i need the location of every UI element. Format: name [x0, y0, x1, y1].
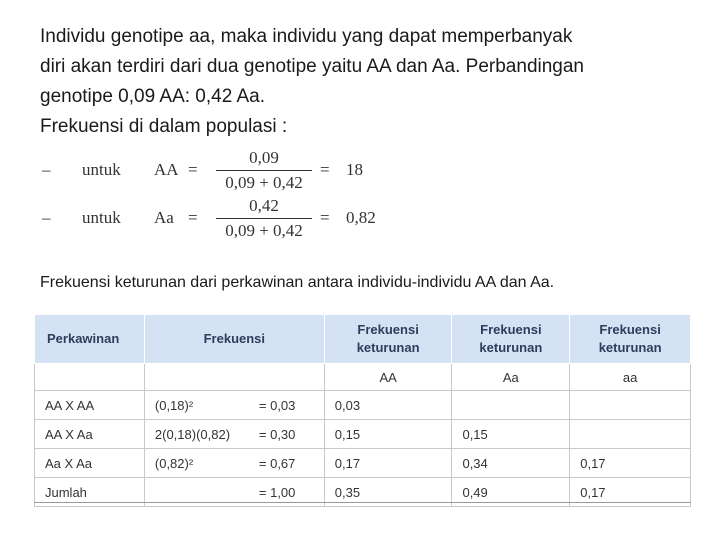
formula-dash: –: [42, 208, 51, 227]
formula-equals: =: [188, 208, 198, 227]
formula-fraction: [216, 196, 312, 241]
subheader-AA: AA: [324, 364, 452, 391]
header-line: keturunan: [356, 340, 420, 355]
header-keturunan-aa: [570, 315, 691, 364]
formula-AA: [42, 144, 363, 196]
frequency-expression: (0,18)²: [154, 397, 194, 413]
header-line: keturunan: [598, 340, 662, 355]
cross-cell: AA X AA: [35, 391, 145, 420]
subheader-cell: [35, 364, 145, 391]
header-keturunan-Aa: [452, 315, 570, 364]
frequency-expression: 2(0,18)(0,82): [154, 426, 231, 442]
formula-equals: =: [320, 208, 330, 227]
offspring-aa: 0,17: [570, 478, 691, 507]
formula-Aa: [42, 192, 376, 244]
offspring-AA: 0,35: [324, 478, 452, 507]
formula-variable: Aa: [154, 208, 174, 227]
intro-paragraph: [40, 22, 690, 142]
header-line: Frekuensi: [599, 322, 661, 337]
frequency-value: = 1,00: [258, 484, 296, 500]
offspring-Aa: 0,15: [452, 420, 570, 449]
cross-cell: AA X Aa: [35, 420, 145, 449]
offspring-AA: 0,03: [324, 391, 452, 420]
frequency-value: = 0,67: [258, 455, 296, 471]
formula-result: 18: [346, 160, 363, 179]
frequency-value: = 0,30: [258, 426, 296, 442]
frequency-expression: (0,82)²: [154, 455, 194, 471]
formula-result: 0,82: [346, 208, 376, 227]
offspring-aa: [570, 420, 691, 449]
table-header-row: [35, 315, 691, 364]
offspring-aa: 0,17: [570, 449, 691, 478]
formula-equals: =: [188, 160, 198, 179]
subheader-cell: [144, 364, 324, 391]
offspring-Aa: 0,34: [452, 449, 570, 478]
formula-fraction: [216, 148, 312, 193]
formula-label: untuk: [82, 160, 121, 179]
subheader-Aa: Aa: [452, 364, 570, 391]
frequency-cell: [144, 420, 324, 449]
offspring-Aa: [452, 391, 570, 420]
table-row: [35, 420, 691, 449]
formula-equals: =: [320, 160, 330, 179]
fraction-denominator: 0,09 + 0,42: [225, 172, 303, 192]
formula-label: untuk: [82, 208, 121, 227]
table-subheader-row: [35, 364, 691, 391]
paragraph-line: diri akan terdiri dari dua genotipe yaitu AA dan Aa. Perbandingan: [40, 56, 584, 77]
frequency-cell: [144, 449, 324, 478]
header-line: Frekuensi: [357, 322, 419, 337]
offspring-AA: 0,17: [324, 449, 452, 478]
table-row: [35, 449, 691, 478]
paragraph-line: genotipe 0,09 AA: 0,42 Aa.: [40, 86, 266, 107]
table-bottom-rule: [34, 502, 691, 503]
offspring-aa: [570, 391, 691, 420]
offspring-AA: 0,15: [324, 420, 452, 449]
paragraph-line: Individu genotipe aa, maka individu yang dapat memperbanyak: [40, 26, 573, 47]
fraction-numerator: 0,09: [216, 148, 312, 171]
header-keturunan-AA: [324, 315, 452, 364]
paragraph-line: Frekuensi di dalam populasi :: [40, 116, 288, 137]
offspring-Aa: 0,49: [452, 478, 570, 507]
subheader-aa: aa: [570, 364, 691, 391]
cross-cell: Aa X Aa: [35, 449, 145, 478]
header-line: Frekuensi: [480, 322, 542, 337]
cross-cell: Jumlah: [35, 478, 145, 507]
formula-dash: –: [42, 160, 51, 179]
header-frekuensi: Frekuensi: [144, 315, 324, 364]
frequency-value: = 0,03: [258, 397, 296, 413]
header-perkawinan: Perkawinan: [35, 315, 145, 364]
fraction-denominator: 0,09 + 0,42: [225, 220, 303, 240]
frequency-expression: [155, 485, 255, 500]
frequency-cell: [144, 391, 324, 420]
formula-variable: AA: [154, 160, 179, 179]
header-line: keturunan: [479, 340, 543, 355]
table-intro: Frekuensi keturunan dari perkawinan antara individu-individu AA dan Aa.: [40, 274, 555, 291]
fraction-numerator: 0,42: [216, 196, 312, 219]
frequency-table: [34, 314, 691, 507]
table-row: [35, 391, 691, 420]
